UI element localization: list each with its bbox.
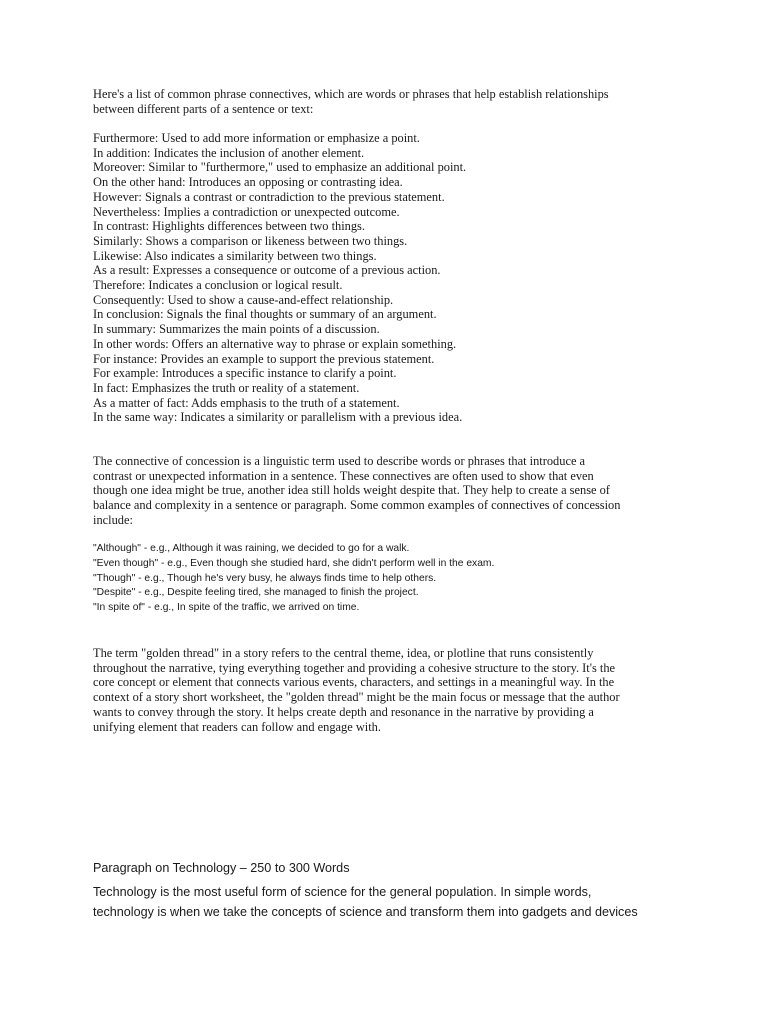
golden-thread-line: throughout the narrative, tying everything together and providing a cohesive structure to the story. It's the bbox=[93, 660, 616, 675]
connective-item: In conclusion: Signals the final thoughts or summary of an argument. bbox=[93, 307, 437, 322]
concession-line: The connective of concession is a linguistic term used to describe words or phrases that introduce a bbox=[93, 454, 586, 468]
golden-thread-line: context of a story short worksheet, the "golden thread" might be the main focus or message that the author bbox=[93, 690, 620, 705]
concession-line: though one idea might be true, another idea still holds weight despite that. They help to create a sense of bbox=[93, 483, 610, 498]
concession-example: "Even though" - e.g., Even though she studied hard, she didn't perform well in the exam. bbox=[93, 557, 495, 569]
concession-line: include: bbox=[93, 512, 133, 527]
connective-item: However: Signals a contrast or contradiction to the previous statement. bbox=[93, 189, 445, 204]
concession-example: "In spite of" - e.g., In spite of the traffic, we arrived on time. bbox=[93, 602, 360, 614]
golden-thread-paragraph bbox=[93, 646, 693, 734]
connectives-list bbox=[93, 131, 693, 425]
technology-paragraph bbox=[93, 883, 693, 922]
technology-line: technology is when we take the concepts of science and transform them into gadgets and devices bbox=[93, 904, 638, 919]
connective-item: For instance: Provides an example to support the previous statement. bbox=[93, 351, 435, 366]
connective-item: As a matter of fact: Adds emphasis to the truth of a statement. bbox=[93, 395, 400, 410]
connective-item: Therefore: Indicates a conclusion or logical result. bbox=[93, 278, 343, 293]
connective-item: Moreover: Similar to "furthermore," used to emphasize an additional point. bbox=[93, 160, 467, 175]
concession-examples-list bbox=[93, 542, 693, 616]
connective-item: On the other hand: Introduces an opposing or contrasting idea. bbox=[93, 175, 403, 190]
concession-paragraph bbox=[93, 454, 693, 528]
technology-heading: Paragraph on Technology – 250 to 300 Words bbox=[93, 861, 350, 875]
golden-thread-line: core concept or element that connects various events, characters, and settings in a meaningful way. In the bbox=[93, 675, 615, 690]
connective-item: In other words: Offers an alternative way to phrase or explain something. bbox=[93, 336, 457, 351]
concession-line: contrast or unexpected information in a sentence. These connectives are often used to show that even bbox=[93, 468, 594, 483]
connective-item: In the same way: Indicates a similarity or parallelism with a previous idea. bbox=[93, 410, 463, 425]
golden-thread-line: wants to convey through the story. It helps create depth and resonance in the narrative by providing a bbox=[93, 704, 594, 719]
connective-item: In contrast: Highlights differences between two things. bbox=[93, 219, 365, 234]
golden-thread-line: The term "golden thread" in a story refers to the central theme, idea, or plotline that runs consistently bbox=[93, 646, 594, 660]
intro-line: Here's a list of common phrase connectives, which are words or phrases that help establish relationships bbox=[93, 87, 609, 101]
intro-paragraph bbox=[93, 87, 693, 116]
connective-item: Consequently: Used to show a cause-and-effect relationship. bbox=[93, 292, 394, 307]
connective-item: In summary: Summarizes the main points of a discussion. bbox=[93, 322, 380, 337]
connective-item: Similarly: Shows a comparison or likeness between two things. bbox=[93, 233, 408, 248]
concession-example: "Despite" - e.g., Despite feeling tired, she managed to finish the project. bbox=[93, 587, 419, 599]
connective-item: As a result: Expresses a consequence or outcome of a previous action. bbox=[93, 263, 441, 278]
golden-thread-line: unifying element that readers can follow and engage with. bbox=[93, 719, 381, 734]
concession-example: "Although" - e.g., Although it was raining, we decided to go for a walk. bbox=[93, 543, 410, 554]
connective-item: For example: Introduces a specific instance to clarify a point. bbox=[93, 366, 397, 381]
connective-item: In addition: Indicates the inclusion of another element. bbox=[93, 145, 365, 160]
connective-item: Nevertheless: Implies a contradiction or unexpected outcome. bbox=[93, 204, 400, 219]
concession-line: balance and complexity in a sentence or paragraph. Some common examples of connectives of concession bbox=[93, 498, 621, 513]
intro-line: between different parts of a sentence or text: bbox=[93, 101, 314, 116]
concession-example: "Though" - e.g., Though he's very busy, he always finds time to help others. bbox=[93, 572, 437, 584]
connective-item: Furthermore: Used to add more information or emphasize a point. bbox=[93, 131, 420, 145]
technology-line: Technology is the most useful form of science for the general population. In simple words, bbox=[93, 885, 592, 899]
connective-item: Likewise: Also indicates a similarity between two things. bbox=[93, 248, 377, 263]
connective-item: In fact: Emphasizes the truth or reality of a statement. bbox=[93, 380, 360, 395]
